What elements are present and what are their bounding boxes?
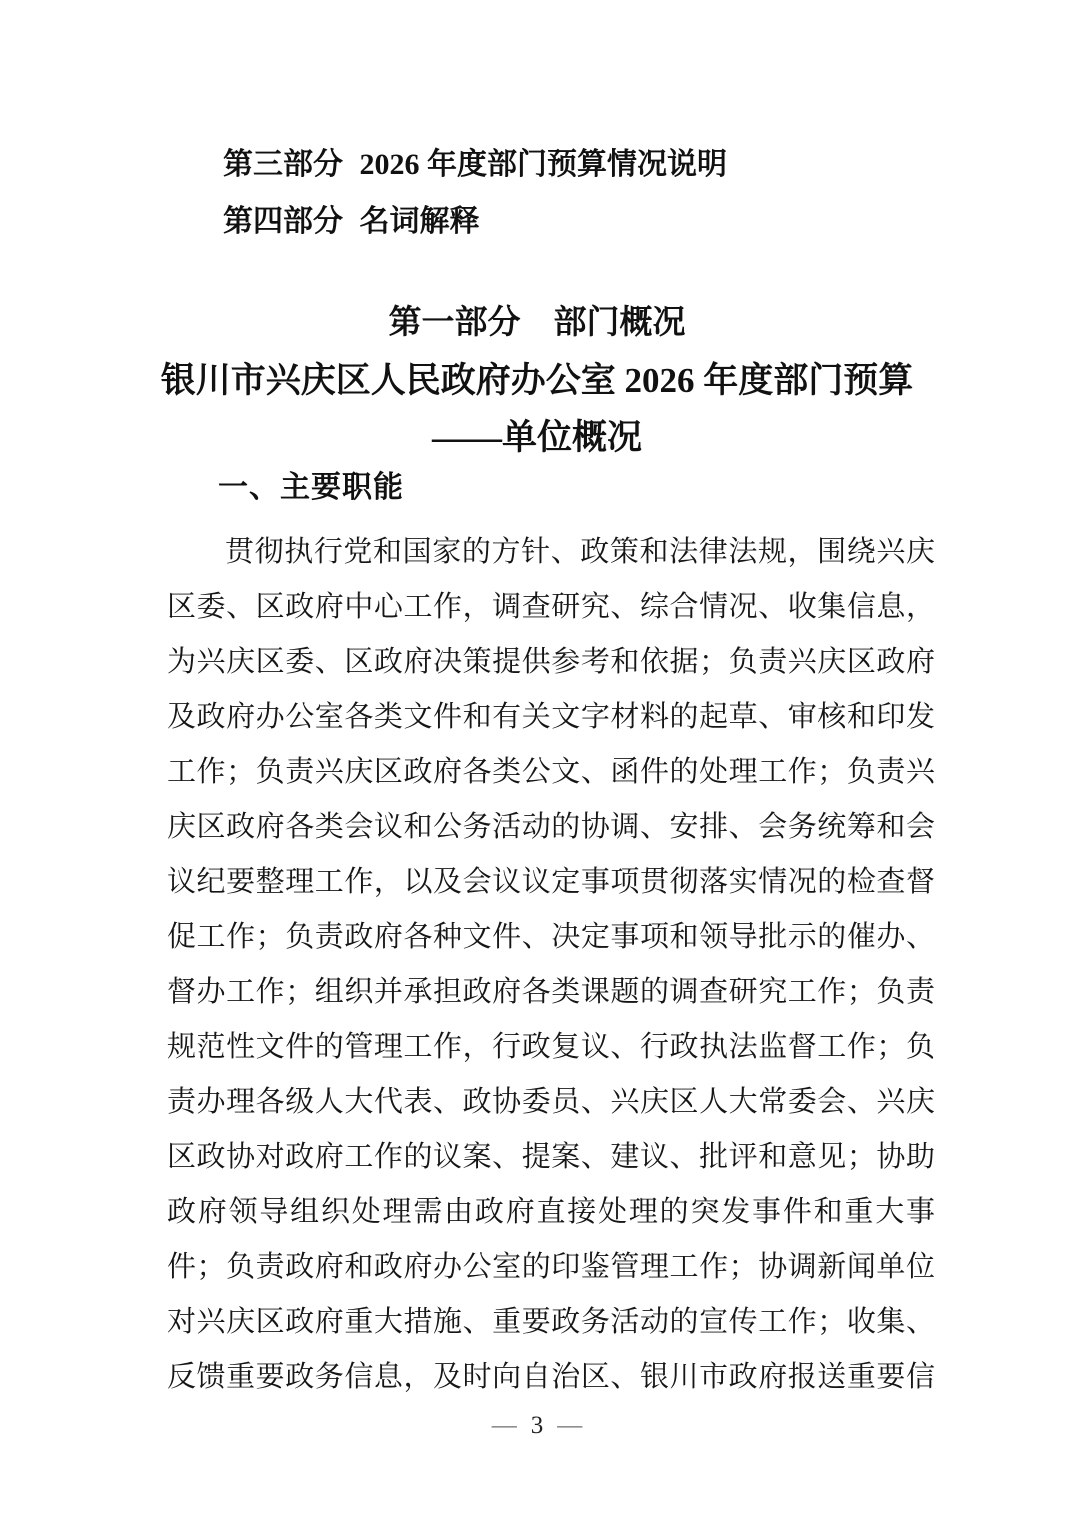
footer-dash-left: — (491, 1412, 517, 1439)
toc-part-title: 名词解释 (359, 205, 480, 238)
paragraph-line: 庆区政府各类会议和公务活动的协调、安排、会务统筹和会 (167, 811, 935, 843)
toc-part-title: 2026 年度部门预算情况说明 (359, 148, 727, 181)
paragraph-line: 规范性文件的管理工作，行政复议、行政执法监督工作；负 (167, 1031, 935, 1063)
toc (223, 136, 727, 250)
toc-part-label: 第三部分 (223, 148, 343, 181)
part-one-heading: 第一部分 部门概况 (388, 305, 686, 341)
paragraph-main-duties (167, 525, 935, 1405)
paragraph-line: 政府领导组织处理需由政府直接处理的突发事件和重大事 (167, 1196, 935, 1228)
paragraph-line: 督办工作；组织并承担政府各类课题的调查研究工作；负责 (167, 976, 935, 1008)
document-title: 银川市兴庆区人民政府办公室 2026 年度部门预算 (160, 361, 914, 400)
document-subtitle: ——单位概况 (431, 418, 642, 457)
paragraph-line: 贯彻执行党和国家的方针、政策和法律法规，围绕兴庆 (225, 536, 935, 568)
paragraph-line: 件；负责政府和政府办公室的印鉴管理工作；协调新闻单位 (167, 1251, 935, 1283)
paragraph-line: 区委、区政府中心工作，调查研究、综合情况、收集信息， (167, 591, 935, 623)
paragraph-line: 工作；负责兴庆区政府各类公文、函件的处理工作；负责兴 (167, 756, 935, 788)
toc-part-label: 第四部分 (223, 205, 343, 238)
footer-dash-right: — (557, 1412, 583, 1439)
paragraph-line: 促工作；负责政府各种文件、决定事项和领导批示的催办、 (167, 921, 935, 953)
paragraph-line: 对兴庆区政府重大措施、重要政务活动的宣传工作；收集、 (167, 1306, 935, 1338)
paragraph-line: 反馈重要政务信息，及时向自治区、银川市政府报送重要信 (167, 1361, 935, 1393)
paragraph-line: 为兴庆区委、区政府决策提供参考和依据；负责兴庆区政府 (167, 646, 935, 678)
page-number: 3 (530, 1412, 544, 1439)
page-footer (0, 1408, 1074, 1444)
paragraph-line: 责办理各级人大代表、政协委员、兴庆区人大常委会、兴庆 (167, 1086, 935, 1118)
paragraph-line: 议纪要整理工作，以及会议议定事项贯彻落实情况的检查督 (167, 866, 935, 898)
paragraph-line: 区政协对政府工作的议案、提案、建议、批评和意见；协助 (167, 1141, 935, 1173)
paragraph-line: 及政府办公室各类文件和有关文字材料的起草、审核和印发 (167, 701, 935, 733)
toc-item-part3 (223, 136, 727, 193)
toc-item-part4 (223, 193, 727, 250)
section-heading-main-duties: 一、主要职能 (218, 471, 404, 504)
